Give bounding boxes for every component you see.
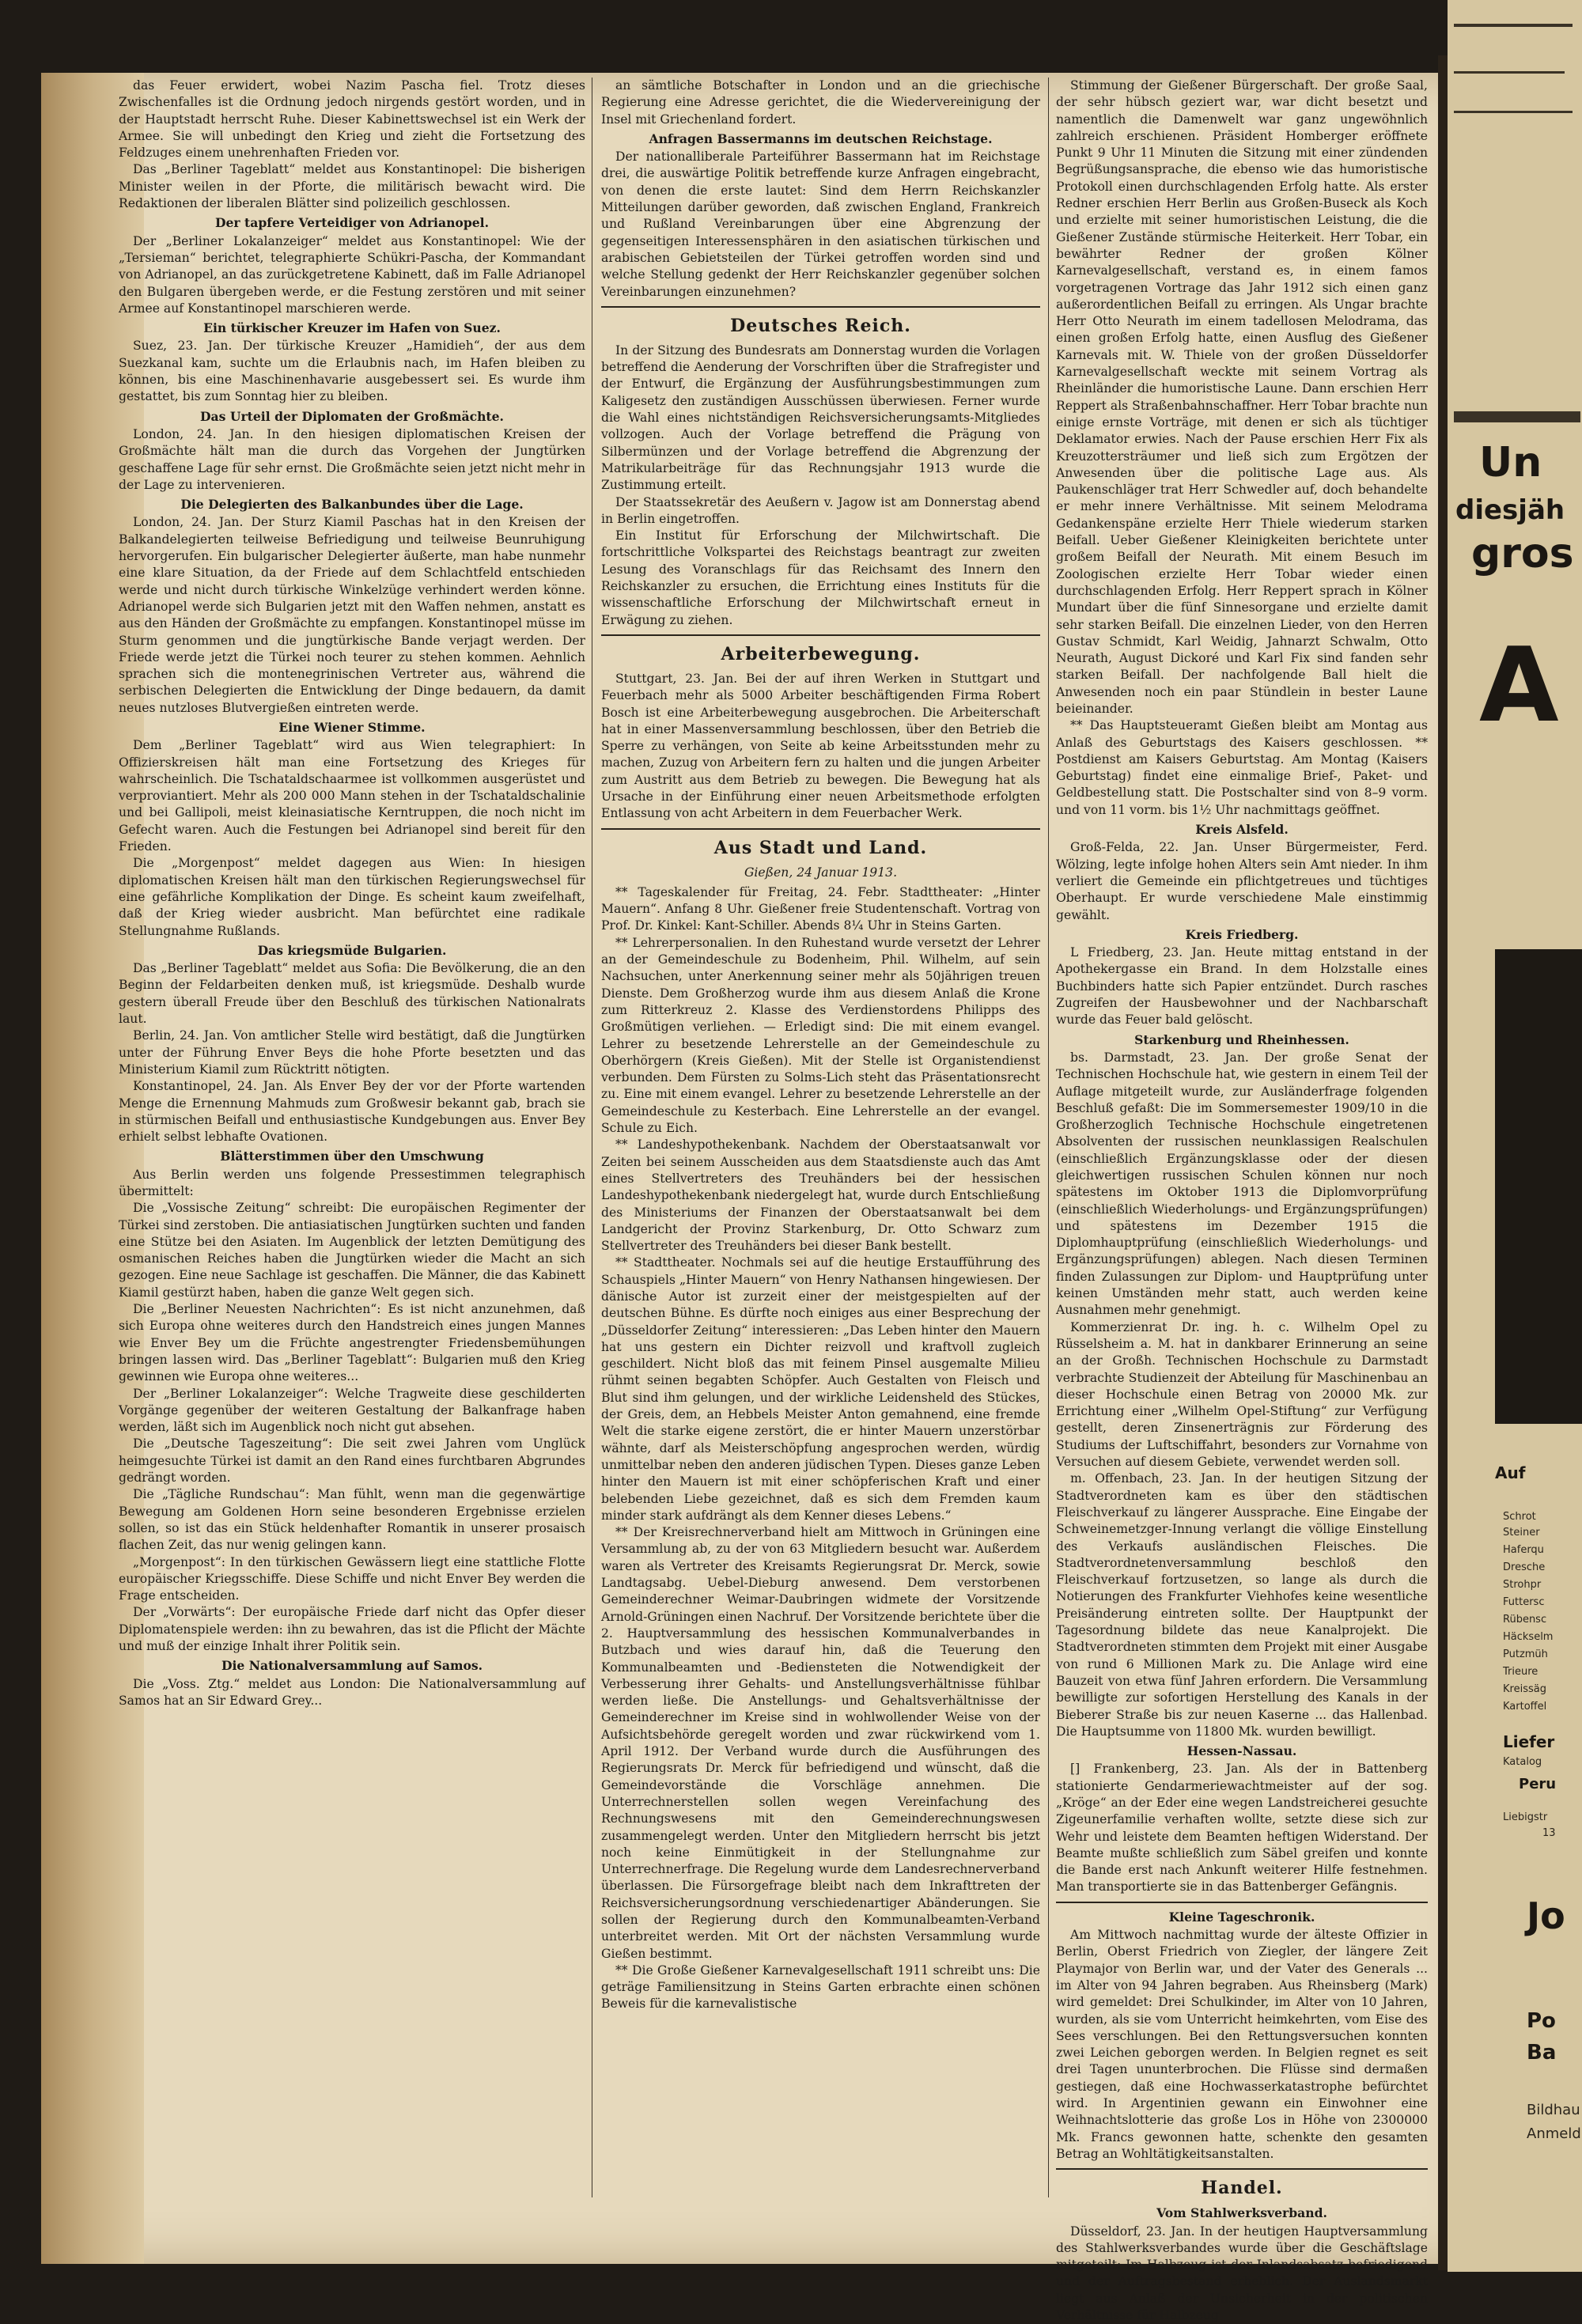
ad-fragment: Strohpr xyxy=(1503,1579,1542,1591)
ad-fragment: Häckselm xyxy=(1503,1631,1554,1643)
article-text: an sämtliche Botschafter in London und an die griechische Regierung eine Adresse gerichtet, die die Wiedervereinigung der Insel mit Griechenland fordert. xyxy=(601,78,1040,127)
article-text: Die „Voss. Ztg.“ meldet aus London: Die Nationalversammlung auf Samos hat an Sir Edward Grey... xyxy=(119,1676,585,1708)
article-text: Kommerzienrat Dr. ing. h. c. Wilhelm Opel zu Rüsselsheim a. M. hat in dankbarer Erinnerung an seine an der Großh. Technischen Hochschule zu Darmstadt verbrachte Studienzeit der Abteilung für Maschinenbau an dieser Hochschule einen Betrag von 20000 Mk. zur Errichtung einer „Wilhelm Opel-Stiftung“ zur Verfügung gestellt, deren Zinsenerträgnis zur Förderung des Studiums der Luftschiffahrt, besonders zur Vornahme von Versuchen auf diesem Gebiete, verwendet werden soll. xyxy=(1056,1319,1428,1470)
column-3 xyxy=(1056,78,1428,2322)
article-text: Der „Vorwärts“: Der europäische Friede darf nicht das Opfer dieser Diplomatenspiele werden: ihn zu bewahren, das ist die Pflicht der Mächte und muß der einzige Inhalt ihrer Politik sein. xyxy=(119,1605,585,1654)
article-text: Die „Vossische Zeitung“ schreibt: Die europäischen Regimenter der Türkei sind zerstoben. Die antiasiatischen Jungtürken suchten und fanden eine Stütze bei den Asiaten. Im Augenblick der letzten Demütigung des osmanischen Reiches haben die Jungtürken wieder die Macht an sich gezogen. Eine neue Sachlage ist geschaffen. Die Männer, die das Kabinett Kiamil gestürzt haben, haben die ganze Welt gegen sich. xyxy=(119,1201,585,1300)
article-text: Der Staatssekretär des Aeußern v. Jagow ist am Donnerstag abend in Berlin eingetroffen. xyxy=(601,494,1040,526)
article-text: L Friedberg, 23. Jan. Heute mittag entstand in der Apothekergasse ein Brand. In dem Holzstalle eines Buchbinders hatte sich Papier entzündet. Durch rasches Zugreifen der Hausbewohner und der Nachbarschaft wurde das Feuer bald gelöscht. xyxy=(1056,945,1428,1028)
divider xyxy=(1454,24,1573,27)
article-text: ** Der Kreisrechnerverband hielt am Mittwoch in Grüningen eine Versammlung ab, zu der von 63 Mitgliedern besucht war. Außerdem waren als Vertreter des Kreisamts Regierungsrat Dr. Merck, sowie Landtagsabg. Uebel-Dieburg anwesend. Dem verstorbenen Gemeinderechner Weimar-Daubringen widmete der Vorsitzende Arnold-Grüningen einen Nachruf. Der Vorsitzende berichtete über die 2. Hauptversammlung des hessischen Kommunalverbandes in Butzbach und wies darauf hin, daß die Teuerung den Kommunalbeamten und -Bediensteten die Notwendigkeit der Verbesserung ihrer Gehalts- und Anstellungsverhältnisse fühlbar werden ließe. Die Anstellungs- und Gehaltsverhältnisse der Gemeinderechner im Kreise sind in wohlwollender Weise von der Aufsichtsbehörde geregelt worden und zwar rückwirkend vom 1. April 1912. Der Verband wurde durch die Ausführungen des Regierungsrats Dr. Merck für befriedigend und wünscht, daß die Gemeindevorstände die Vorschläge annehmen. Die Unterrechnerstellen sollen wegen Vereinfachung des Rechnungswesens mit den Gemeinderechnungswesen zusammengelegt werden. Unter den Mitgliedern herrscht bis jetzt noch keine Einmütigkeit in der Stellungnahme zur Unterrechnerfrage. Die Regelung wurde dem Landesrechnerverband überlassen. Die Fürsorgefrage bleibt nach dem Inkrafttreten der Reichsversicherungsordnung verschiedenartiger Abänderungen. Sie sollen der Regierung durch den Kommunalbeamten-Verband unterbreitet werden. Mit Ort der nächsten Versammlung wurde Gießen bestimmt. xyxy=(601,1525,1040,1961)
ad-fragment: Jo xyxy=(1527,1894,1565,1937)
department-heading: Deutsches Reich. xyxy=(730,315,911,336)
ad-fragment: Putzmüh xyxy=(1503,1648,1548,1660)
column-rule xyxy=(1048,78,1049,2197)
article-text: Am Mittwoch nachmittag wurde der älteste Offizier in Berlin, Oberst Friedrich von Ziegler, der längere Zeit Playmajor von Berlin war, und der Vater des Generals ... im Alter von 94 Jahren begraben. Aus Rheinsberg (Mark) wird gemeldet: Drei Schulkinder, im Alter von 10 Jahren, wurden, als sie vom Unterricht heimkehrten, vom Eise des Sees verschlungen. Bei den Rettungsversuchen konnten zwei Leichen geborgen werden. In Belgien regnet es seit drei Tagen ununterbrochen. Die Flüsse sind dermaßen gestiegen, daß eine Hochwasserkatastrophe befürchtet wird. In Argentinien gewann ein Einwohner eine Weihnachtslotterie das große Los in Höhe von 2300000 Mk. Francs gewonnen hatte, schenkte den gesamten Betrag an Wohltätigkeitsanstalten. xyxy=(1056,1928,1428,2161)
article-text: ** Stadttheater. Nochmals sei auf die heutige Erstaufführung des Schauspiels „Hinter Mauern“ von Henry Nathansen hingewiesen. Der dänische Autor ist zurzeit einer der meistgespielten auf der deutschen Bühne. Es dürfte noch einiges aus einer Besprechung der „Düsseldorfer Zeitung“ interessieren: „Das Leben hinter den Mauern hat uns gestern ein Dichter reizvoll und kraftvoll zugleich geschildert. Nicht bloß das mit feinem Pinsel ausgemalte Milieu rühmt seinen begabten Schöpfer. Auch Gestalten von Fleisch und Blut sind ihm gelungen, und der wirkliche Leidensheld des Stückes, der Greis, dem, an Hebbels Meister Anton gemahnend, eine fremde Welt die starke eigene zerstört, die er hinter Mauern unzerstörbar wähnte, darf als Meisterschöpfung angesprochen werden, würdig unmittelbar neben den anderen jüdischen Typen. Dieses ganze Leben hinter den Mauern ist mit einer schöpferischen Kraft und einer belebenden Liebe gezeichnet, daß es sich dem Fremden kaum minder stark aufdrängt als dem Kenner dieses Lebens.“ xyxy=(601,1255,1040,1523)
section-heading: Hessen-Nassau. xyxy=(1186,1743,1297,1759)
department-heading: Aus Stadt und Land. xyxy=(713,837,928,858)
ad-border xyxy=(1454,411,1580,422)
ad-fragment: A xyxy=(1479,625,1559,745)
ad-fragment: Trieure xyxy=(1503,1666,1538,1678)
section-heading: Anfragen Bassermanns im deutschen Reichstage. xyxy=(649,131,993,146)
ad-fragment: Katalog xyxy=(1503,1756,1542,1768)
article-text: Der nationalliberale Parteiführer Bassermann hat im Reichstage drei, die auswärtige Politik betreffende kurze Anfragen eingebracht, von denen die erste lautet: Sind dem Herrn Reichskanzler Mitteilungen darüber geworden, daß zwischen England, Frankreich und Rußland Vereinbarungen über eine Abgrenzung der gegenseitigen Interessensphären in den asiatischen türkischen und arabischen Gebietsteilen der Türkei getroffen worden sind und welche Stellung gedenkt der Herr Reichskanzler gegenüber solchen Vereinbarungen einzunehmen? xyxy=(601,150,1040,299)
ad-fragment: Anmeld xyxy=(1527,2125,1581,2142)
article-text: ** Lehrerpersonalien. In den Ruhestand wurde versetzt der Lehrer an der Gemeindeschule zu Bodenheim, Phil. Wilhelm, auf sein Nachsuchen, unter Anerkennung seiner mehr als 50jährigen treuen Dienste. Dem Großherzog wurde ihm aus diesem Anlaß die Krone zum Ritterkreuz 2. Klasse des Verdienstordens Philipps des Großmütigen verliehen. — Erledigt sind: Die mit einem evangel. Lehrer zu besetzende Lehrerstelle an der Gemeindeschule zu Oberhörgern (Kreis Gießen). Mit der Stelle ist Organistendienst verbunden. Dem Fürsten zu Solms-Lich steht das Präsentationsrecht zu. Eine mit einem evangel. Lehrer zu besetzende Lehrerstelle an der Gemeindeschule zu Kesterbach. Eine Lehrerstelle an der evangel. Schule zu Eich. xyxy=(601,935,1040,1136)
article-text: [] Frankenberg, 23. Jan. Als der in Battenberg stationierte Gendarmeriewachtmeister auf der sog. „Kröge“ an der Eder eine wegen Landstreicherei gesuchte Zigeunerfamilie verhaften wollte, setzte diese sich zur Wehr und leistete dem Beamten heftigen Widerstand. Der Beamte mußte schließlich zum Säbel greifen und konnte die Bande erst nach Ankunft weiterer Hilfe festnehmen. Man transportierte sie in das Battenberger Gefängnis. xyxy=(1056,1762,1428,1894)
section-heading: Kreis Alsfeld. xyxy=(1195,822,1289,838)
article-text: Berlin, 24. Jan. Von amtlicher Stelle wird bestätigt, daß die Jungtürken unter der Führung Enver Beys die hohe Pforte besetzten und das Ministerium Kiamil zum Rücktritt nötigten. xyxy=(119,1028,585,1077)
article-text: Düsseldorf, 23. Jan. In der heutigen Hauptversammlung des Stahlwerksverbandes wurde über die Geschäftslage mitgeteilt: Im Halbzeug ist der Inlandsabsatz befriedigend und der Auftragsbestand erheblich. Der Auslandsmarkt liegt aus Anlaß der Unsicherheit in der politischen Verhältnisse für Halbzeug xyxy=(1056,2224,1428,2322)
ad-fragment: Kartoffel xyxy=(1503,1701,1547,1713)
ad-fragment: Peru xyxy=(1519,1776,1557,1792)
department-heading: Handel. xyxy=(1201,2178,1283,2199)
ad-fragment: Futtersc xyxy=(1503,1596,1545,1608)
section-heading: Das kriegsmüde Bulgarien. xyxy=(257,942,447,958)
ad-fragment: 13 xyxy=(1542,1827,1556,1839)
article-text: Die „Morgenpost“ meldet dagegen aus Wien: In hiesigen diplomatischen Kreisen hält man den türkischen Regierungswechsel für eine gefährliche Komplikation der Dinge. Es scheint kaum zweifelhaft, daß der Krieg wieder ausbricht. Man befürchtet eine radikale Stellungnahme Rußlands. xyxy=(119,856,585,938)
section-heading: Kleine Tageschronik. xyxy=(1168,1909,1315,1925)
ad-block xyxy=(1495,949,1582,1424)
article-text: Das „Berliner Tageblatt“ meldet aus Sofia: Die Bevölkerung, die an den Beginn der Feldarbeiten denken muß, ist kriegsmüde. Deshalb wurde gestern überall Freude über den Beschluß des türkischen Nationalrats laut. xyxy=(119,961,585,1027)
dateline: Gießen, 24 Januar 1913. xyxy=(744,865,898,880)
article-text: m. Offenbach, 23. Jan. In der heutigen Sitzung der Stadtverordneten kam es über den städtischen Fleischverkauf zu längerer Aussprache. Eine Eingabe der Schweinemetzger-Innung verlangt die völlige Einstellung des Verkaufs ausländischen Fleisches. Die Stadtverordnetenversammlung beschloß den Fleischverkauf fortzusetzen, so lange als durch die Notierungen des Frankfurter Viehhofes keine wesentliche Preisänderung eintreten sollte. Der Hauptpunkt der Tagesordnung bildete das neue Kanalprojekt. Die Stadtverordneten stimmten dem Projekt mit einer Ausgabe von rund 6 Millionen Mark zu. Die Anlage wird eine Bauzeit von etwa fünf Jahren erfordern. Die Versammlung bewilligte zur sofortigen Herstellung des Kanals in der Bieberer Straße bis zur neuen Kaserne ... das Hallenbad. Die Hauptsumme von 11800 Mk. wurden bewilligt. xyxy=(1056,1471,1428,1739)
ad-fragment: Schrot xyxy=(1503,1511,1536,1523)
article-text: Der „Berliner Lokalanzeiger“: Welche Tragweite diese geschilderten Vorgänge gegenüber der weiteren Gestaltung der Balkanfrage haben werden, läßt sich im Augenblick noch nicht gut absehen. xyxy=(119,1386,585,1435)
article-text: Die „Tägliche Rundschau“: Man fühlt, wenn man die gegenwärtige Bewegung am Goldenen Horn seine besonderen Ergebnisse erzielen sollen, so ist das ein Stück heldenhafter Romantik in unserer prosaisch flachen Zeit, das nur wenig gelingen kann. xyxy=(119,1487,585,1553)
section-heading: Die Nationalversammlung auf Samos. xyxy=(221,1658,483,1674)
article-text: ** Das Hauptsteueramt Gießen bleibt am Montag aus Anlaß des Geburtstags des Kaisers geschlossen. ** Postdienst am Kaisers Geburtstag. Am Montag (Kaisers Geburtstag) findet eine einmalige Brief-, Paket- und Geldbestellung statt. Die Postschalter sind von 8–9 vorm. und von 11 vorm. bis 1½ Uhr nachmittags geöffnet. xyxy=(1056,718,1428,817)
article-text: ** Tageskalender für Freitag, 24. Febr. Stadttheater: „Hinter Mauern“. Anfang 8 Uhr. Gießener freie Studentenschaft. Vortrag von Prof. Dr. Kinkel: Kant-Schiller. Abends 8¼ Uhr in Steins Garten. xyxy=(601,884,1040,933)
article-text: Der „Berliner Lokalanzeiger“ meldet aus Konstantinopel: Wie der „Tersieman“ berichtet, telegraphierte Schükri-Pascha, der Kommandant von Adrianopel, an das zurückgetretene Kabinett, daß im Falle Adrianopel den Bulgaren übergeben werde, er die Festung zerstören und mit seiner Armee auf Konstantinopel marschieren werde. xyxy=(119,233,585,316)
divider xyxy=(601,828,1040,830)
divider xyxy=(601,634,1040,636)
ad-fragment: Rübensc xyxy=(1503,1614,1547,1626)
article-text: ** Landeshypothekenbank. Nachdem der Oberstaatsanwalt vor Zeiten bei seinem Ausscheiden aus dem Staatsdienste auch das Amt eines Stellvertreters des Treuhänders bei der hessischen Landeshypothekenbank niedergelegt hat, wurde durch Entschließung des Ministeriums der Finanzen der Oberstaatsanwalt bei dem Landgericht der Provinz Starkenburg, Dr. Otto Schwarz zum Stellvertreter des Treuhänders bei dieser Bank bestellt. xyxy=(601,1137,1040,1254)
divider xyxy=(601,306,1040,308)
article-text: Konstantinopel, 24. Jan. Als Enver Bey der vor der Pforte wartenden Menge die Ernennung Mahmuds zum Großwesir bekannt gab, brach sie in stürmischen Beifall und enthusiastische Kundgebungen aus. Enver Bey erhielt selbst lebhafte Ovationen. xyxy=(119,1079,585,1145)
column-1 xyxy=(119,78,585,2213)
section-heading: Kreis Friedberg. xyxy=(1185,926,1299,942)
article-text: ** Die Große Gießener Karnevalgesellschaft 1911 schreibt uns: Die geträge Familiensitzung in Steins Garten erbrachte einen schönen Beweis für die karnevalistische xyxy=(601,1963,1040,2012)
section-heading: Ein türkischer Kreuzer im Hafen von Suez. xyxy=(203,320,501,336)
ad-fragment: Un xyxy=(1479,439,1542,486)
section-heading: Eine Wiener Stimme. xyxy=(278,719,426,735)
section-heading: Starkenburg und Rheinhessen. xyxy=(1134,1031,1349,1047)
divider xyxy=(1056,2168,1428,2170)
article-text: London, 24. Jan. Der Sturz Kiamil Paschas hat in den Kreisen der Balkandelegierten teilweise Befriedigung und teilweise Beunruhigung hervorgerufen. Ein bulgarischer Delegierter äußerte, man habe nunmehr eine klare Situation, da der Friede auf dem Schlachtfeld entschieden werde und nicht durch türkische Winkelzüge verhindert werden könne. Adrianopel werde sich Bulgarien jetzt mit den Waffen nehmen, anstatt es aus den Händen der Großmächte zu empfangen. Konstantinopel müsse im Sturm genommen und die jungtürkische Bande verjagt werden. Der Friede werde jetzt die Türkei noch teurer zu stehen kommen. Aehnlich sprachen sich die montenegrinischen Vertreter aus, während die serbischen Delegierten die Entwicklung der Dinge bedauern, da damit neues nutzloses Blutvergießen eintreten werde. xyxy=(119,515,585,715)
article-text: Dem „Berliner Tageblatt“ wird aus Wien telegraphiert: In Offizierskreisen hält man eine Fortsetzung des Krieges für wahrscheinlich. Die Tschataldschaarmee ist vollkommen ausgerüstet und verproviantiert. Mehr als 200 000 Mann stehen in der Tschataldschalinie und bei Gallipoli, meist kleinasiatische Kerntruppen, die noch nicht im Gefecht waren. Auch die Festungen bei Adrianopel sind bereit für den Frieden. xyxy=(119,738,585,854)
divider xyxy=(1056,1902,1428,1903)
section-heading: Die Delegierten des Balkanbundes über die Lage. xyxy=(180,497,524,513)
article-text: Stuttgart, 23. Jan. Bei der auf ihren Werken in Stuttgart und Feuerbach mehr als 5000 Arbeiter beschäftigenden Firma Robert Bosch ist eine Arbeiterbewegung ausgebrochen. Die Arbeiterschaft hat in einer Massenversammlung beschlossen, über den Betrieb die Sperre zu verhängen, von Seite ab keine Arbeitsstunden mehr zu machen, Zuzug von Arbeitern fern zu halten und die jungen Arbeiter zum Austritt aus dem Betrieb zu bewegen. Die Bewegung hat als Ursache in der Einführung einer neuen Arbeitsmethode erfolgten Entlassung von acht Arbeitern in dem Feuerbacher Werk. xyxy=(601,671,1040,821)
ad-fragment: Liebigstr xyxy=(1503,1811,1548,1823)
section-heading: Blätterstimmen über den Umschwung xyxy=(220,1149,484,1164)
ad-fragment: Haferqu xyxy=(1503,1544,1544,1556)
article-text: bs. Darmstadt, 23. Jan. Der große Senat der Technischen Hochschule hat, wie gestern in einem Teil der Auflage mitgeteilt wurde, zur Ausländerfrage folgenden Beschluß gefaßt: Die im Sommersemester 1909/10 in die Großherzoglich Technische Hochschule eingetretenen Absolventen der russischen neunklassigen Realschulen (einschließlich Ergänzungsklasse oder der diesen gleichwertigen russischen Schulen können nur noch spätestens im Oktober 1913 die Diplomvorprüfung (einschließlich Wiederholungs- und Ergänzungsprüfungen) und spätestens im Dezember 1915 die Diplomhauptprüfung (einschließlich Wiederholungs- und Ergänzungsprüfungen) ablegen. Nach diesen Terminen finden Zulassungen zur Diplom- und Hauptprüfung unter keinen Umständen mehr statt, auch werden keine Ausnahmen mehr genehmigt. xyxy=(1056,1050,1428,1318)
article-text: Die „Berliner Neuesten Nachrichten“: Es ist nicht anzunehmen, daß sich Europa ohne weiteres durch den Handstreich eines jungen Mannes wie Enver Bey um die Früchte angestrengter Friedensbemühungen bringen lassen wird. Das „Berliner Tageblatt“: Bulgarien muß den Krieg gewinnen wie Europa ohne weiteres... xyxy=(119,1302,585,1384)
article-text: London, 24. Jan. In den hiesigen diplomatischen Kreisen der Großmächte hält man die durch das Vorgehen der Jungtürken geschaffene Lage für sehr ernst. Die Großmächte seien jetzt nicht mehr in der Lage zu intervenieren. xyxy=(119,426,585,492)
article-text: Groß-Felda, 22. Jan. Unser Bürgermeister, Ferd. Wölzing, legte infolge hohen Alters sein Amt nieder. In ihm verliert die Gemeinde ein pflichtgetreues und tüchtiges Oberhaupt. Er wurde verschiedene Male einstimmig gewählt. xyxy=(1056,840,1428,922)
ad-fragment: Kreissäg xyxy=(1503,1683,1546,1695)
section-heading: Vom Stahlwerksverband. xyxy=(1156,2205,1327,2221)
section-heading: Das Urteil der Diplomaten der Großmächte. xyxy=(200,408,504,424)
article-text: „Morgenpost“: In den türkischen Gewässern liegt eine stattliche Flotte europäischer Kriegsschiffe. Diese Schiffe und nicht Enver Bey werden die Frage entscheiden. xyxy=(119,1554,585,1603)
article-text: Die „Deutsche Tageszeitung“: Die seit zwei Jahren vom Unglück heimgesuchte Türkei ist damit an den Rand eines furchtbaren Abgrundes gedrängt worden. xyxy=(119,1436,585,1486)
divider xyxy=(1454,111,1573,113)
ad-fragment: gros xyxy=(1471,530,1574,577)
article-text: Stimmung der Gießener Bürgerschaft. Der große Saal, der sehr hübsch geziert war, war dicht besetzt und namentlich die Damenwelt war ganz ungewöhnlich zahlreich erschienen. Präsident Homberger eröffnete Punkt 9 Uhr 11 Minuten die Sitzung mit einer zündenden Begrüßungsansprache, die ebenso wie das humoristische Protokoll einen durchschlagenden Erfolg hatte. Als erster Redner erschien Herr Berlin aus Großen-Buseck als Koch und erzielte mit seiner humoristischen Leistung, die die Gießener Zustände stürmische Heiterkeit. Herr Tobar, ein bewährter Redner der großen Kölner Karnevalgesellschaft, verstand es, in einem famos vorgetragenen Vortrage das Jahr 1912 sich einen ganz außerordentlichen Beifall zu erringen. Als Ungar brachte Herr Otto Neurath im einem tadellosen Melodrama, das einen großen Erfolg hatte, einen Ausflug des Gießener Karnevals mit. W. Thiele von der großen Düsseldorfer Karnevalgesellschaft weckte mit seinem Vortrag als Rheinländer die humoristische Laune. Dann erschien Herr Reppert als Straßenbahnschaffner. Herr Tobar brachte nun einige ernste Vorträge, mit denen er sich als tüchtiger Deklamator erwies. Nach der Pause erschien Herr Fix als Kreuzottersträumer und ließ sich zum Ergötzen der Anwesenden über die politische Lage aus. Als Paukenschläger trat Herr Schwedler auf, doch behandelte er mehr innere Verhältnisse. Mit seinem Melodrama Gedankenspäne erzielte Herr Thiele wiederum starken Beifall. Ueber Gießener Kleinigkeiten berichtete unter großem Beifall der Neurath. Mit einem Besuch im Zoologischen erzielte Herr Tobar wieder einen durchschlagenden Erfolg. Herr Reppert sprach in Kölner Mundart über die fünf Sinnesorgane und erzielte damit sehr starken Beifall. Die einzelnen Lieder, von den Herren Gustav Schmidt, Karl Weidig, Jahnarzt Schwalm, Otto Neurath, August Dickoré und Karl Fix sind fanden sehr starken Beifall. Der nachfolgende Ball hielt die Anwesenden noch ein paar Stündlein in bester Laune beieinander. xyxy=(1056,78,1428,716)
ad-fragment: Liefer xyxy=(1503,1732,1555,1751)
ad-fragment: Po xyxy=(1527,2009,1556,2033)
ad-fragment: Dresche xyxy=(1503,1561,1546,1573)
ad-fragment: Auf xyxy=(1495,1463,1526,1482)
article-text: In der Sitzung des Bundesrats am Donnerstag wurden die Vorlagen betreffend die Aenderung der Vorschriften über die Strafregister und der Entwurf, die Ergänzung der Ausführungsbestimmungen zum Kaligesetz den zuständigen Ausschüssen überwiesen. Ferner wurde die Wahl eines nichtständigen Reichsversicherungsamts-Mitgliedes vollzogen. Auch der Vorlage betreffend die Prägung von Silbermünzen und der Vorlage betreffend die Abgrenzung der Matrikularbeiträge für das Rechnungsjahr 1913 wurde die Zustimmung erteilt. xyxy=(601,343,1040,493)
ad-fragment: Ba xyxy=(1527,2041,1557,2065)
article-text: Das „Berliner Tageblatt“ meldet aus Konstantinopel: Die bisherigen Minister weilen in der Pforte, die militärisch bewacht wird. Die Redaktionen der liberalen Blätter sind polizeilich geschlossen. xyxy=(119,162,585,211)
divider xyxy=(1454,71,1565,74)
ad-fragment: Bildhau xyxy=(1527,2102,1580,2118)
ad-fragment: Steiner xyxy=(1503,1527,1540,1539)
column-2 xyxy=(601,78,1040,2213)
article-text: Suez, 23. Jan. Der türkische Kreuzer „Hamidieh“, der aus dem Suezkanal kam, suchte um die Erlaubnis nach, im Hafen bleiben zu können, bis eine Maschinenhavarie ausgebessert sei. Es wurde ihm gestattet, bis zum Sonntag hier zu bleiben. xyxy=(119,339,585,404)
article-text: Aus Berlin werden uns folgende Pressestimmen telegraphisch übermittelt: xyxy=(119,1167,585,1198)
neighbor-page-strip xyxy=(1448,0,1582,2272)
section-heading: Der tapfere Verteidiger von Adrianopel. xyxy=(214,215,490,231)
page-fold xyxy=(1438,55,1448,2270)
article-text: das Feuer erwidert, wobei Nazim Pascha fiel. Trotz dieses Zwischenfalles ist die Ordnung jedoch nirgends gestört worden, und in der Hauptstadt herrscht Ruhe. Dieser Kabinettswechsel ist ein Werk der Armee. Sie will unbedingt den Krieg und zieht die Fortsetzung des Feldzuges einem unehrenhaften Frieden vor. xyxy=(119,78,585,161)
department-heading: Arbeiterbewegung. xyxy=(721,643,921,664)
ad-fragment: diesjäh xyxy=(1455,494,1565,526)
article-text: Ein Institut für Erforschung der Milchwirtschaft. Die fortschrittliche Volkspartei des Reichstags beantragt zur zweiten Lesung des Voranschlags für das Reichsamt des Innern den Reichskanzler zu ersuchen, die Errichtung eines Instituts für die wissenschaftliche Erforschung der Milchwirtschaft erneut in Erwägung zu ziehen. xyxy=(601,528,1040,627)
